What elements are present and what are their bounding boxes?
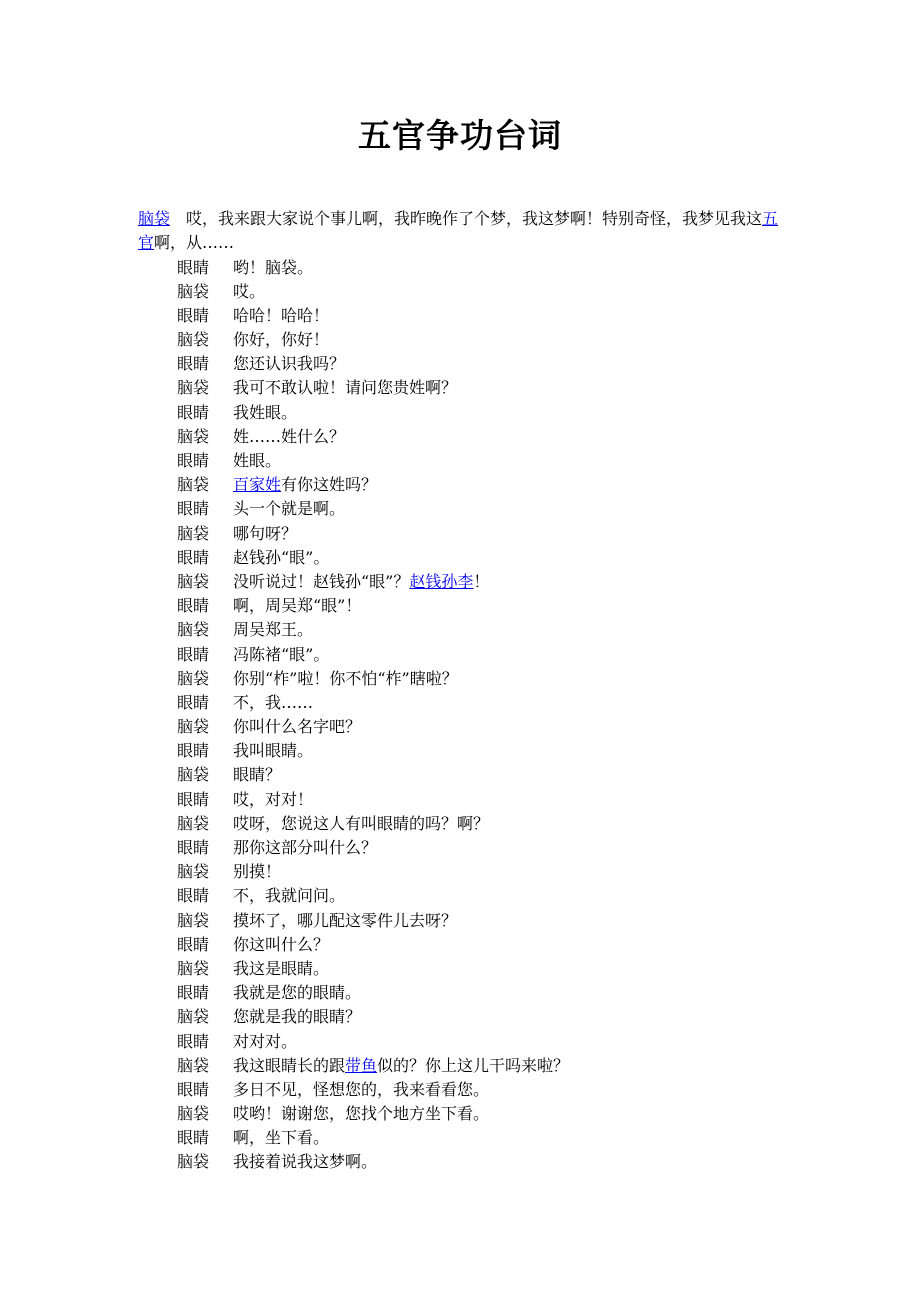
line-text: 别摸！ — [233, 862, 282, 882]
dialogue-line — [177, 401, 777, 425]
speaker-label: 脑袋 — [177, 765, 210, 785]
speaker-label: 眼睛 — [177, 547, 210, 567]
speaker-label: 眼睛 — [177, 838, 210, 857]
dialogue-line — [177, 1150, 777, 1174]
intro-paragraph — [138, 207, 788, 255]
wuguan-link[interactable]: 五官 — [138, 209, 779, 253]
speaker-label: 眼睛 — [177, 596, 210, 616]
speaker-label: 眼睛 — [177, 741, 210, 761]
dialogue-line — [177, 570, 777, 594]
dialogue-line — [177, 909, 777, 933]
speaker-label: 眼睛 — [177, 451, 210, 470]
line-text: 哎哟！谢谢您，您找个地方坐下看。 — [233, 1104, 490, 1124]
speaker-label: 脑袋 — [177, 668, 210, 688]
line-text: 哪句呀？ — [233, 523, 298, 543]
line-text: 不，我就问问。 — [233, 886, 346, 906]
line-text: 啊，坐下看。 — [233, 1128, 330, 1148]
line-text: 摸坏了，哪儿配这零件儿去呀？ — [233, 910, 458, 930]
speaker-label: 脑袋 — [177, 862, 210, 882]
line-text: 姓眼。 — [233, 451, 282, 470]
dialogue-line — [177, 280, 777, 304]
dialogue-line — [177, 522, 777, 546]
line-text: 哎，对对！ — [233, 789, 314, 809]
line-text: 冯陈褚“眼”。 — [233, 644, 330, 664]
speaker-label: 脑袋 — [177, 1007, 210, 1027]
speaker-label: 眼睛 — [177, 934, 210, 954]
speaker-label: 脑袋 — [177, 475, 210, 495]
speaker-label: 脑袋 — [177, 426, 210, 446]
speaker-label: 脑袋 — [177, 620, 210, 640]
dialogue-line — [177, 376, 777, 400]
dialogue-line — [177, 860, 777, 884]
speaker-label: 眼睛 — [177, 499, 210, 519]
dialogue-line — [177, 763, 777, 787]
line-text: 我叫眼睛。 — [233, 741, 314, 761]
line-text: 我可不敢认啦！请问您贵姓啊？ — [233, 378, 458, 398]
line-text: 不，我…… — [233, 692, 314, 712]
dialogue-line — [177, 1054, 777, 1078]
dialogue-line — [177, 304, 777, 328]
line-text: 我接着说我这梦啊。 — [233, 1152, 378, 1172]
line-text: 我姓眼。 — [233, 402, 298, 422]
dialogue-line — [177, 1030, 777, 1054]
speaker-label: 脑袋 — [177, 1152, 210, 1172]
speaker-label: 脑袋 — [177, 1055, 210, 1075]
page-title: 五官争功台词 — [358, 116, 562, 155]
inline-link[interactable]: 百家姓 — [233, 475, 282, 495]
dialogue-line — [177, 352, 777, 376]
line-text: 您就是我的眼睛？ — [233, 1007, 362, 1027]
dialogue-line — [177, 546, 777, 570]
line-text: 你别“柞”啦！你不怕“柞”瞎啦？ — [233, 668, 458, 688]
dialogue-line — [177, 957, 777, 981]
dialogue-line — [177, 1005, 777, 1029]
line-text: 我这眼睛长的跟 — [233, 1055, 346, 1075]
dialogue-line — [177, 497, 777, 521]
speaker-label: 脑袋 — [177, 571, 210, 591]
dialogue-line — [177, 1126, 777, 1150]
speaker-label: 眼睛 — [177, 692, 210, 712]
line-text: 我就是您的眼睛。 — [233, 983, 362, 1003]
dialogue-line — [177, 425, 777, 449]
line-text: 头一个就是啊。 — [233, 499, 346, 519]
dialogue-line — [177, 643, 777, 667]
dialogue-line — [177, 933, 777, 957]
line-text: 赵钱孙“眼”。 — [233, 547, 330, 567]
dialogue-line — [177, 981, 777, 1005]
dialogue-line — [177, 449, 777, 473]
dialogue-line — [177, 473, 777, 497]
dialogue-line — [177, 618, 777, 642]
line-text: 姓……姓什么？ — [233, 426, 346, 446]
speaker-label: 眼睛 — [177, 644, 210, 664]
speaker-label: 脑袋 — [177, 717, 210, 737]
speaker-label: 脑袋 — [177, 813, 210, 833]
speaker-label: 脑袋 — [177, 523, 210, 543]
dialogue-line — [177, 1078, 777, 1102]
dialogue-line — [177, 691, 777, 715]
speaker-label: 眼睛 — [177, 789, 210, 809]
dialogue-line — [177, 715, 777, 739]
line-text: 你叫什么名字吧？ — [233, 717, 362, 737]
line-text: 哎。 — [233, 281, 266, 301]
inline-link[interactable]: 带鱼 — [345, 1055, 378, 1075]
line-text: 眼睛？ — [233, 765, 282, 785]
speaker-label: 脑袋 — [177, 330, 210, 350]
dialogue-line — [177, 739, 777, 763]
line-text: 那你这部分叫什么？ — [233, 838, 378, 857]
intro-text-before: 哎，我来跟大家说个事儿啊，我昨晚作了个梦，我这梦啊！特别奇怪，我梦见我这 — [186, 209, 763, 228]
line-text: 哈哈！哈哈！ — [233, 305, 330, 325]
dialogue-line — [177, 836, 777, 860]
line-text: 有你这姓吗？ — [281, 475, 378, 495]
speaker-label: 眼睛 — [177, 1128, 210, 1148]
dialogue-list — [177, 256, 777, 1175]
intro-text-after: 啊，从…… — [154, 233, 235, 253]
line-text: 我这是眼睛。 — [233, 958, 330, 978]
line-text: 您还认识我吗？ — [233, 354, 346, 374]
line-text: 对对对。 — [233, 1031, 298, 1051]
speaker-label: 眼睛 — [177, 257, 210, 277]
line-text: ！ — [473, 571, 490, 591]
dialogue-line — [177, 812, 777, 836]
speaker-label: 眼睛 — [177, 354, 210, 374]
intro-speaker-link[interactable]: 脑袋 — [138, 209, 171, 228]
dialogue-line — [177, 1102, 777, 1126]
inline-link[interactable]: 赵钱孙李 — [409, 571, 474, 591]
speaker-label: 脑袋 — [177, 958, 210, 978]
line-text: 周吴郑王。 — [233, 620, 314, 640]
line-text: 哎呀，您说这人有叫眼睛的吗？啊？ — [233, 813, 490, 833]
dialogue-line — [177, 788, 777, 812]
speaker-label: 眼睛 — [177, 402, 210, 422]
speaker-label: 眼睛 — [177, 886, 210, 906]
dialogue-line — [177, 256, 777, 280]
speaker-label: 脑袋 — [177, 910, 210, 930]
speaker-label: 脑袋 — [177, 378, 210, 398]
line-text: 多日不见，怪想您的，我来看看您。 — [233, 1079, 490, 1099]
speaker-label: 脑袋 — [177, 1104, 210, 1124]
dialogue-line — [177, 328, 777, 352]
line-text: 啊，周吴郑“眼”！ — [233, 596, 362, 616]
line-text: 哟！脑袋。 — [233, 257, 314, 277]
line-text: 似的？你上这儿干吗来啦？ — [377, 1055, 570, 1075]
dialogue-line — [177, 594, 777, 618]
line-text: 你这叫什么？ — [233, 934, 330, 954]
speaker-label: 眼睛 — [177, 1079, 210, 1099]
speaker-label: 脑袋 — [177, 281, 210, 301]
dialogue-line — [177, 667, 777, 691]
speaker-label: 眼睛 — [177, 983, 210, 1003]
line-text: 没听说过！赵钱孙“眼”？ — [233, 571, 410, 591]
speaker-label: 眼睛 — [177, 305, 210, 325]
speaker-label: 眼睛 — [177, 1031, 210, 1051]
dialogue-line — [177, 884, 777, 908]
line-text: 你好，你好！ — [233, 330, 330, 350]
